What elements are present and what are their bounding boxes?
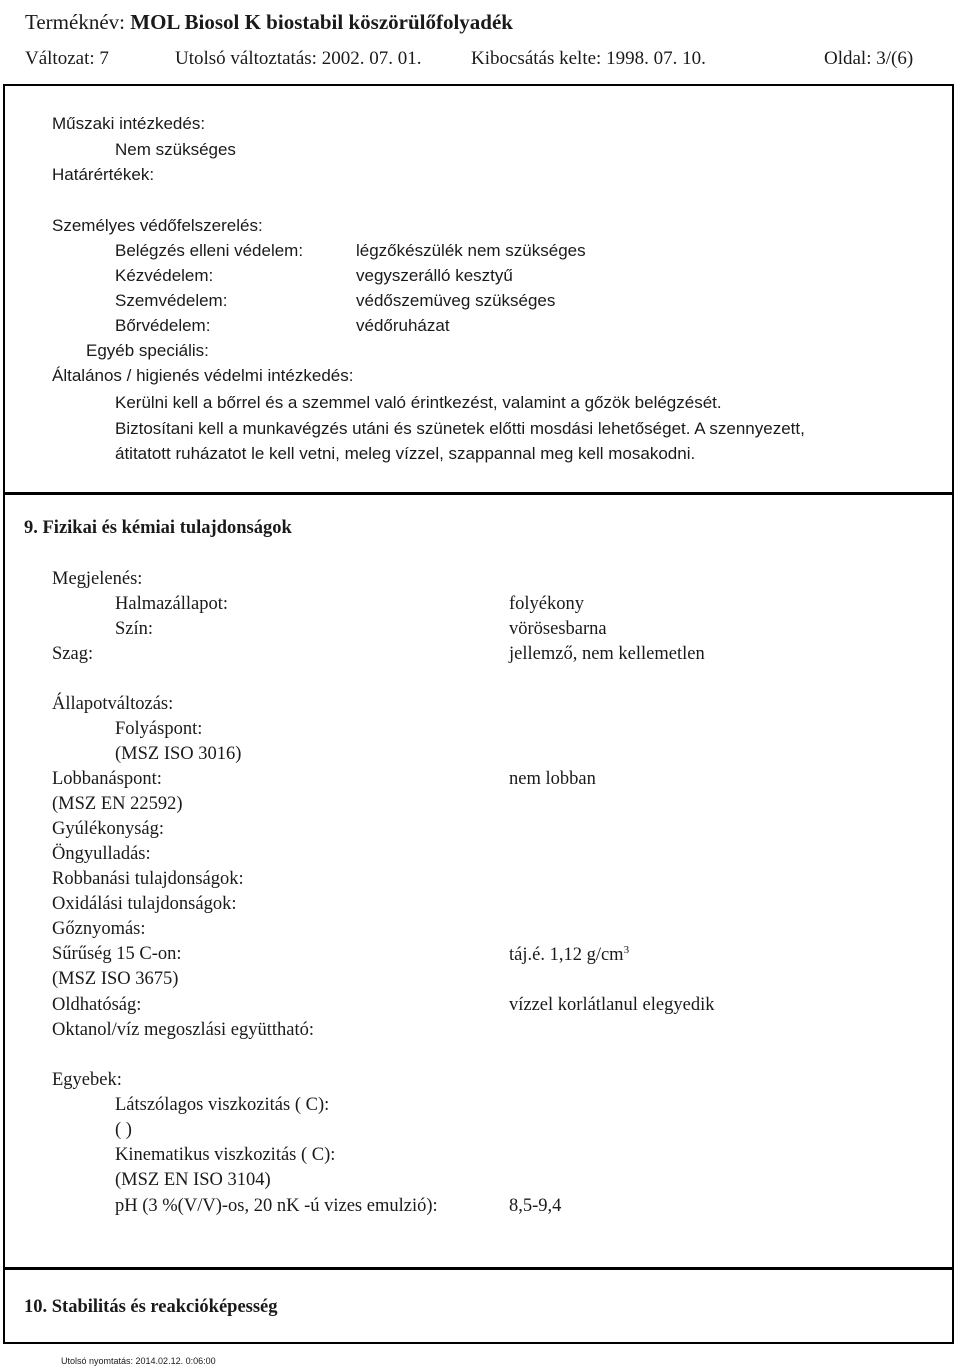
density-label: Sűrűség 15 C-on:	[52, 944, 182, 964]
ppe-label-respiratory: Belégzés elleni védelem:	[115, 241, 304, 260]
issue-date: Kibocsátás kelte: 1998. 07. 10.	[471, 48, 706, 69]
explosive-label: Robbanási tulajdonságok:	[52, 869, 244, 889]
odor-value: jellemző, nem kellemetlen	[509, 644, 705, 664]
solubility-value: vízzel korlátlanul elegyedik	[509, 995, 715, 1015]
apparent-viscosity-standard: ( )	[115, 1120, 132, 1140]
section10-heading: 10. Stabilitás és reakcióképesség	[24, 1297, 278, 1317]
autoignition-label: Öngyulladás:	[52, 844, 151, 864]
technical-label: Műszaki intézkedés:	[52, 114, 206, 133]
pour-point-standard: (MSZ ISO 3016)	[115, 744, 242, 764]
density-standard: (MSZ ISO 3675)	[52, 969, 179, 989]
appearance-label: Megjelenés:	[52, 569, 143, 589]
flash-point-standard: (MSZ EN 22592)	[52, 794, 183, 814]
kinematic-viscosity-label: Kinematikus viszkozitás ( C):	[115, 1145, 336, 1165]
density-unit-superscript: 3	[623, 944, 630, 956]
title-label: Terméknév:	[25, 10, 125, 34]
section9-heading: 9. Fizikai és kémiai tulajdonságok	[24, 518, 292, 538]
version: Változat: 7	[25, 48, 109, 69]
ppe-value-hand: vegyszerálló kesztyű	[356, 266, 513, 285]
hygiene-line-2: Biztosítani kell a munkavégzés utáni és szünetek előtti mosdási lehetőséget. A szennyezett,	[115, 419, 805, 438]
ph-value: 8,5-9,4	[509, 1196, 562, 1216]
color-label: Szín:	[115, 619, 154, 639]
ppe-label-hand: Kézvédelem:	[115, 266, 214, 285]
vapor-pressure-label: Gőznyomás:	[52, 919, 146, 939]
kinematic-viscosity-standard: (MSZ EN ISO 3104)	[115, 1170, 271, 1190]
density-value: táj.é. 1,12 $g/cm^3$	[509, 944, 630, 966]
last-printed: Utolsó nyomtatás: 2014.02.12. 0:06:00	[61, 1356, 216, 1366]
ppe-label-eye: Szemvédelem:	[115, 291, 228, 310]
solubility-label: Oldhatóság:	[52, 995, 142, 1015]
state-value: folyékony	[509, 594, 585, 614]
pour-point-label: Folyáspont:	[115, 719, 203, 739]
last-modified: Utolsó változtatás: 2002. 07. 01.	[175, 48, 422, 69]
ppe-value-respiratory: légzőkészülék nem szükséges	[356, 241, 586, 260]
hygiene-line-1: Kerülni kell a bőrrel és a szemmel való érintkezést, valamint a gőzök belégzését.	[115, 393, 722, 412]
product-name: MOL Biosol K biostabil köszörülőfolyadék	[130, 10, 513, 34]
flash-point-label: Lobbanáspont:	[52, 769, 162, 789]
ppe-label-skin: Bőrvédelem:	[115, 316, 211, 335]
flammability-label: Gyúlékonyság:	[52, 819, 165, 839]
ph-label: pH (3 %(V/V)-os, 20 nK -ú vizes emulzió):	[115, 1196, 438, 1216]
technical-value: Nem szükséges	[115, 140, 236, 159]
other-special-label: Egyéb speciális:	[86, 341, 209, 360]
limits-label: Határértékek:	[52, 165, 155, 184]
apparent-viscosity-label: Látszólagos viszkozitás ( C):	[115, 1095, 330, 1115]
ppe-value-skin: védőruházat	[356, 316, 450, 335]
document-title	[25, 10, 513, 35]
ppe-value-eye: védőszemüveg szükséges	[356, 291, 556, 310]
odor-label: Szag:	[52, 644, 94, 664]
ppe-label: Személyes védőfelszerelés:	[52, 216, 263, 235]
page-number: Oldal: 3/(6)	[824, 48, 914, 69]
hygiene-line-3: átitatott ruházatot le kell vetni, meleg vízzel, szappannal meg kell mosakodni.	[115, 444, 696, 463]
oxidizing-label: Oxidálási tulajdonságok:	[52, 894, 237, 914]
octanol-water-label: Oktanol/víz megoszlási együttható:	[52, 1020, 315, 1040]
flash-point-value: nem lobban	[509, 769, 596, 789]
state-change-label: Állapotváltozás:	[52, 694, 174, 714]
other-properties-label: Egyebek:	[52, 1070, 122, 1090]
state-label: Halmazállapot:	[115, 594, 229, 614]
hygiene-label: Általános / higienés védelmi intézkedés:	[52, 366, 354, 385]
color-value: vörösesbarna	[509, 619, 607, 639]
